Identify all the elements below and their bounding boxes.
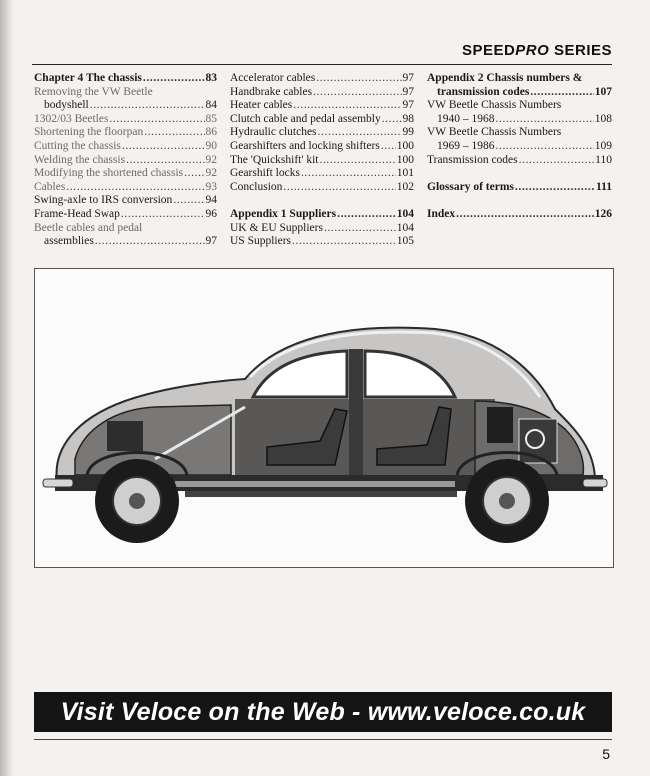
toc-entry-page: 86	[205, 126, 217, 139]
front-bumper	[43, 479, 73, 487]
toc-entry-title: Handbrake cables	[230, 85, 313, 98]
toc-entry-title: Appendix 1 Suppliers	[230, 207, 337, 220]
toc-dot-leader	[293, 99, 401, 113]
fuel-tank	[107, 421, 143, 451]
toc-entry-title: 1302/03 Beetles	[34, 112, 109, 125]
toc-entry	[230, 126, 414, 140]
toc-entry-title: Modifying the shortened chassis	[34, 167, 184, 180]
toc-entry-page: 97	[402, 99, 414, 112]
toc-entry-page: 96	[205, 207, 217, 220]
toc-entry-title: Accelerator cables	[230, 72, 316, 84]
toc-spacer	[427, 167, 612, 181]
toc-entry-page: 97	[402, 85, 414, 98]
toc-entry-page: 100	[396, 153, 414, 166]
toc-dot-leader	[519, 154, 595, 168]
page-gutter-shadow	[0, 0, 14, 776]
toc-dot-leader	[144, 126, 204, 140]
toc-entry-page: 93	[205, 180, 217, 193]
website-banner	[34, 692, 612, 732]
toc-entry	[427, 86, 612, 100]
toc-entry-page: 109	[594, 139, 612, 152]
toc-spacer	[427, 194, 612, 208]
toc-entry	[34, 181, 217, 195]
toc-dot-leader	[126, 154, 204, 168]
toc-entry-title: 1969 – 1986	[437, 139, 495, 152]
toc-entry-page: 84	[205, 99, 217, 112]
toc-entry-title: UK & EU Suppliers	[230, 221, 323, 234]
toc-entry-title: Cables	[34, 180, 66, 193]
page-number: 5	[602, 746, 610, 762]
toc-entry	[34, 154, 217, 168]
toc-entry-page: 97	[205, 235, 217, 248]
toc-dot-leader	[456, 208, 594, 222]
toc-dot-leader	[122, 140, 205, 154]
toc-entry-title: bodyshell	[44, 99, 89, 112]
toc-entry-title: Welding the chassis	[34, 153, 126, 166]
toc-entry-title: assemblies	[44, 235, 94, 248]
toc-entry-title: The 'Quickshift' kit	[230, 153, 319, 166]
battery	[487, 407, 513, 443]
toc-dot-leader	[496, 140, 594, 154]
rear-bumper	[583, 479, 607, 487]
toc-dot-leader	[292, 235, 396, 249]
toc-entry-title: Frame-Head Swap	[34, 207, 120, 220]
toc-dot-leader	[324, 222, 396, 236]
toc-entry-title: transmission codes	[437, 85, 530, 98]
toc-entry	[34, 126, 217, 140]
toc-entry-title: Cutting the chassis	[34, 139, 121, 152]
toc-entry-title: Removing the VW Beetle	[34, 85, 153, 98]
toc-dot-leader	[337, 208, 396, 222]
toc-entry-page: 92	[205, 167, 217, 180]
toc-column-3	[427, 72, 612, 222]
toc-entry-title: Clutch cable and pedal assembly	[230, 112, 381, 125]
toc-entry-page: 98	[402, 112, 414, 125]
running-board	[185, 491, 457, 497]
toc-entry-title: Appendix 2 Chassis numbers &	[427, 72, 583, 84]
series-title-prefix: SPEED	[461, 42, 516, 59]
toc-entry	[427, 140, 612, 154]
toc-dot-leader	[95, 235, 205, 249]
toc-entry	[230, 167, 414, 181]
toc-entry-title: US Suppliers	[230, 235, 292, 248]
toc-dot-leader	[184, 167, 204, 181]
toc-entry-title: Heater cables	[230, 99, 293, 112]
toc-entry-title: Chapter 4 The chassis	[34, 72, 142, 84]
toc-entry-page: 97	[402, 72, 414, 84]
toc-dot-leader	[496, 113, 594, 127]
rear-wheel	[465, 459, 549, 543]
toc-column-2	[230, 72, 414, 249]
toc-entry	[230, 99, 414, 113]
toc-entry	[230, 235, 414, 249]
toc-entry-page: 105	[396, 235, 414, 248]
toc-entry-title: Transmission codes	[427, 153, 518, 166]
toc-entry-page: 108	[594, 112, 612, 125]
tunnel	[175, 481, 455, 487]
beetle-cutaway-illustration	[34, 268, 614, 568]
toc-entry	[230, 140, 414, 154]
b-pillar	[349, 349, 363, 479]
toc-entry-title: Hydraulic clutches	[230, 126, 317, 139]
toc-entry-title: 1940 – 1968	[437, 112, 495, 125]
toc-entry	[34, 235, 217, 249]
toc-entry-page: 101	[396, 167, 414, 180]
toc-entry-title: Shortening the floorpan	[34, 126, 144, 139]
toc-dot-leader	[66, 181, 204, 195]
toc-entry-title: VW Beetle Chassis Numbers	[427, 126, 562, 139]
toc-entry-page: 111	[596, 180, 612, 193]
toc-entry-page: 90	[205, 139, 217, 152]
series-title	[462, 42, 612, 59]
toc-entry-page: 92	[205, 153, 217, 166]
toc-dot-leader	[301, 167, 396, 181]
toc-entry-page: 102	[396, 180, 414, 193]
beetle-cutaway-drawing	[35, 269, 613, 567]
toc-entry	[427, 72, 612, 86]
toc-entry-page: 94	[205, 194, 217, 207]
toc-dot-leader	[90, 99, 205, 113]
toc-entry-title: VW Beetle Chassis Numbers	[427, 99, 562, 112]
toc-dot-leader	[381, 140, 396, 154]
toc-entry-title: Conclusion	[230, 180, 283, 193]
footer-rule	[34, 739, 612, 740]
toc-dot-leader	[319, 154, 395, 168]
toc-entry	[230, 222, 414, 236]
toc-dot-leader	[313, 86, 401, 100]
toc-entry	[230, 113, 414, 127]
toc-entry	[230, 208, 414, 222]
toc-entry-page: 85	[205, 112, 217, 125]
toc-entry	[34, 194, 217, 208]
toc-entry	[34, 113, 217, 127]
toc-entry-page: 104	[396, 221, 414, 234]
front-wheel	[95, 459, 179, 543]
toc-dot-leader	[318, 126, 402, 140]
toc-entry	[230, 154, 414, 168]
toc-entry-page: 126	[594, 207, 612, 220]
toc-entry	[427, 154, 612, 168]
toc-entry	[427, 208, 612, 222]
toc-dot-leader	[121, 208, 205, 222]
toc-entry	[427, 181, 612, 195]
toc-entry-title: Gearshift locks	[230, 167, 300, 180]
toc-entry-page: 107	[594, 85, 612, 98]
toc-entry	[34, 72, 217, 86]
toc-dot-leader	[283, 181, 395, 195]
toc-dot-leader	[316, 72, 401, 86]
toc-entry	[427, 126, 612, 140]
toc-dot-leader	[530, 86, 593, 100]
toc-entry	[34, 86, 217, 100]
series-title-italic: PRO	[515, 42, 550, 59]
toc-dot-leader	[109, 113, 204, 127]
series-title-suffix: SERIES	[549, 42, 612, 59]
toc-entry	[34, 208, 217, 222]
toc-entry	[230, 181, 414, 195]
toc-entry	[34, 222, 217, 236]
toc-entry	[427, 99, 612, 113]
toc-column-1	[34, 72, 217, 249]
toc-entry	[34, 140, 217, 154]
toc-entry-title: Swing-axle to IRS conversion	[34, 194, 173, 207]
toc-dot-leader	[382, 113, 402, 127]
toc-entry-page: 99	[402, 126, 414, 139]
toc-entry	[427, 113, 612, 127]
toc-entry-title: Glossary of terms	[427, 180, 514, 193]
website-banner-text: Visit Veloce on the Web - www.veloce.co.uk	[60, 697, 586, 726]
header-rule	[32, 64, 612, 65]
toc-entry-page: 100	[396, 139, 414, 152]
toc-entry-page: 110	[595, 153, 612, 166]
toc-entry-title: Index	[427, 207, 456, 220]
toc-entry-page: 83	[205, 72, 217, 84]
toc-entry	[34, 99, 217, 113]
toc-entry	[230, 72, 414, 86]
toc-entry-title: Gearshifters and locking shifters	[230, 139, 380, 152]
toc-dot-leader	[173, 194, 204, 208]
toc-entry	[34, 167, 217, 181]
toc-entry	[230, 86, 414, 100]
toc-entry-title: Beetle cables and pedal	[34, 221, 143, 234]
toc-spacer	[230, 194, 414, 208]
toc-dot-leader	[143, 72, 205, 86]
toc-entry-page: 104	[396, 207, 414, 220]
toc-dot-leader	[515, 181, 595, 195]
